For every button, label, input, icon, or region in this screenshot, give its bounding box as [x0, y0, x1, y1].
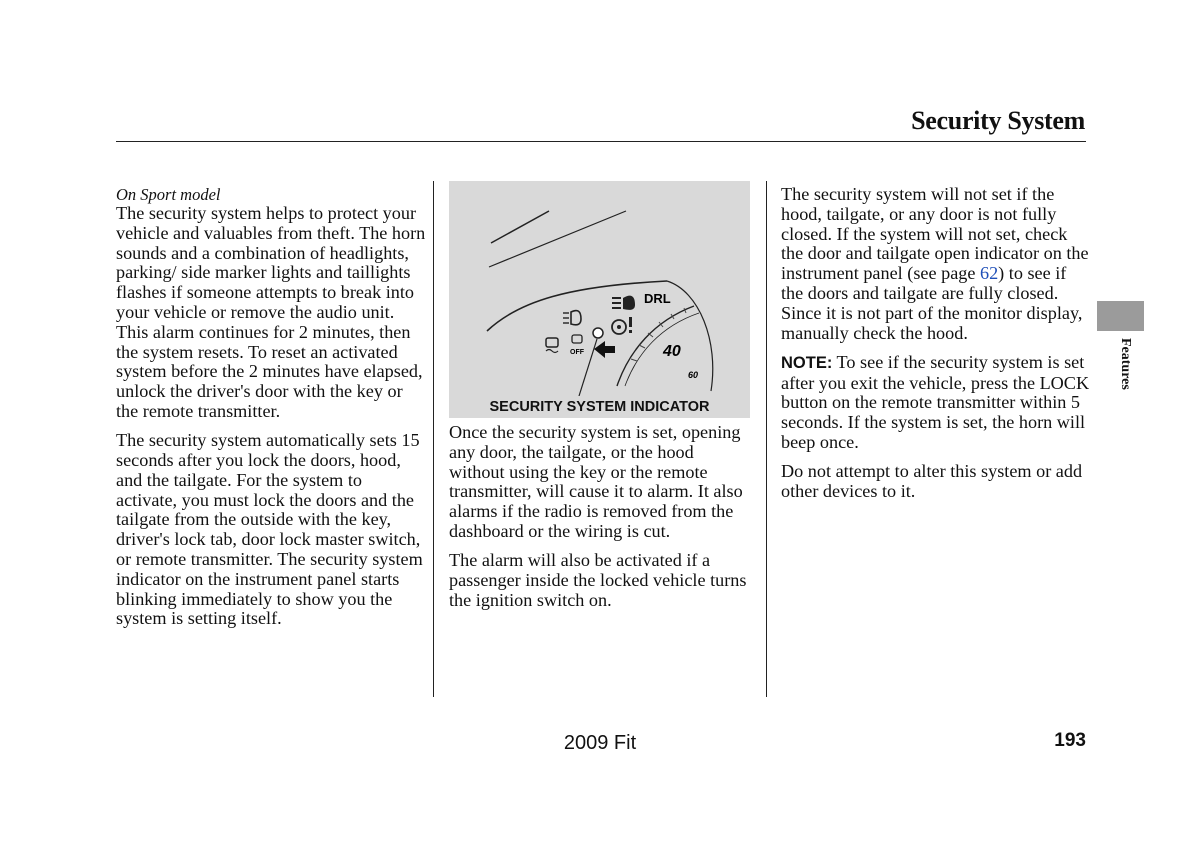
speed-40-label: 40 [663, 343, 681, 360]
security-indicator-light [593, 328, 603, 338]
footer-model: 2009 Fit [563, 732, 637, 754]
section-tab [1097, 301, 1144, 331]
section-tab-label: Features [1118, 338, 1133, 390]
vsa-off-label: OFF [570, 349, 584, 356]
headlight-icon [612, 296, 635, 310]
not-set-paragraph [781, 185, 1091, 343]
not-set-text-before: The security system will not set if the hood, tailgate, or any door is not fully closed. If the system will not set, check the door and tailgate open indicator on the instrument panel (see page [781, 184, 1089, 284]
page-number: 193 [1054, 730, 1086, 751]
note-label: NOTE: [781, 353, 833, 372]
activation-paragraph: The security system automatically sets 15 seconds after you lock the doors, hood, and the tailgate. For the system to activate, you must lock the doors and the tailgate from the outside with the key, driver's lock tab, door lock master switch, or remote transmitter. The security system indicator on the instrument panel starts blinking immediately to show you the system is setting itself. [116, 430, 423, 629]
column-divider-1 [433, 181, 434, 697]
column-middle [449, 423, 751, 620]
ignition-paragraph: The alarm will also be activated if a passenger inside the locked vehicle turns the ignition switch on. [449, 550, 747, 610]
figure-caption: SECURITY SYSTEM INDICATOR [489, 399, 710, 415]
vsa-icon [546, 338, 558, 353]
column-left [116, 185, 426, 639]
page-62-link[interactable]: 62 [979, 263, 999, 284]
arrow-icon [594, 341, 615, 358]
note-text: To see if the security system is set after you exit the vehicle, press the LOCK button on the remote transmitter within 5 seconds. If the system is set, the horn will beep once. [781, 351, 1090, 453]
model-note: On Sport model [116, 185, 221, 204]
header-rule [116, 141, 1086, 142]
not-set-text-after: ) to see if the doors and tailgate are fully closed. Since it is not part of the monitor display, manually check the hood. [781, 263, 1083, 343]
do-not-alter-paragraph: Do not attempt to alter this system or add other devices to it. [781, 461, 1083, 502]
note-paragraph [781, 353, 1091, 453]
security-indicator-figure [449, 181, 750, 418]
steering-warning-icon [612, 317, 632, 334]
speed-60-label: 60 [688, 370, 699, 380]
drl-label: DRL [644, 291, 671, 306]
alarm-trigger-paragraph: Once the security system is set, opening any door, the tailgate, or the hood without using the key or the remote transmitter, will cause it to alarm. It also alarms if the radio is removed from the dashboard or the wiring is cut. [449, 422, 743, 541]
fog-light-icon [563, 311, 581, 325]
column-divider-2 [766, 181, 767, 697]
column-right [781, 185, 1091, 511]
instrument-panel-illustration [449, 181, 750, 396]
intro-paragraph: The security system helps to protect your vehicle and valuables from theft. The horn sounds and a combination of headlights, parking/ side marker lights and taillights flashes if someone attempts to break into your vehicle or remove the audio unit. This alarm continues for 2 minutes, then the system resets. To reset an activated system before the 2 minutes have elapsed, unlock the driver's door with the key or the remote transmitter. [116, 203, 426, 421]
vsa-off-icon [570, 335, 585, 356]
page-title: Security System [911, 106, 1085, 135]
indicator-pointer-line [579, 339, 597, 396]
